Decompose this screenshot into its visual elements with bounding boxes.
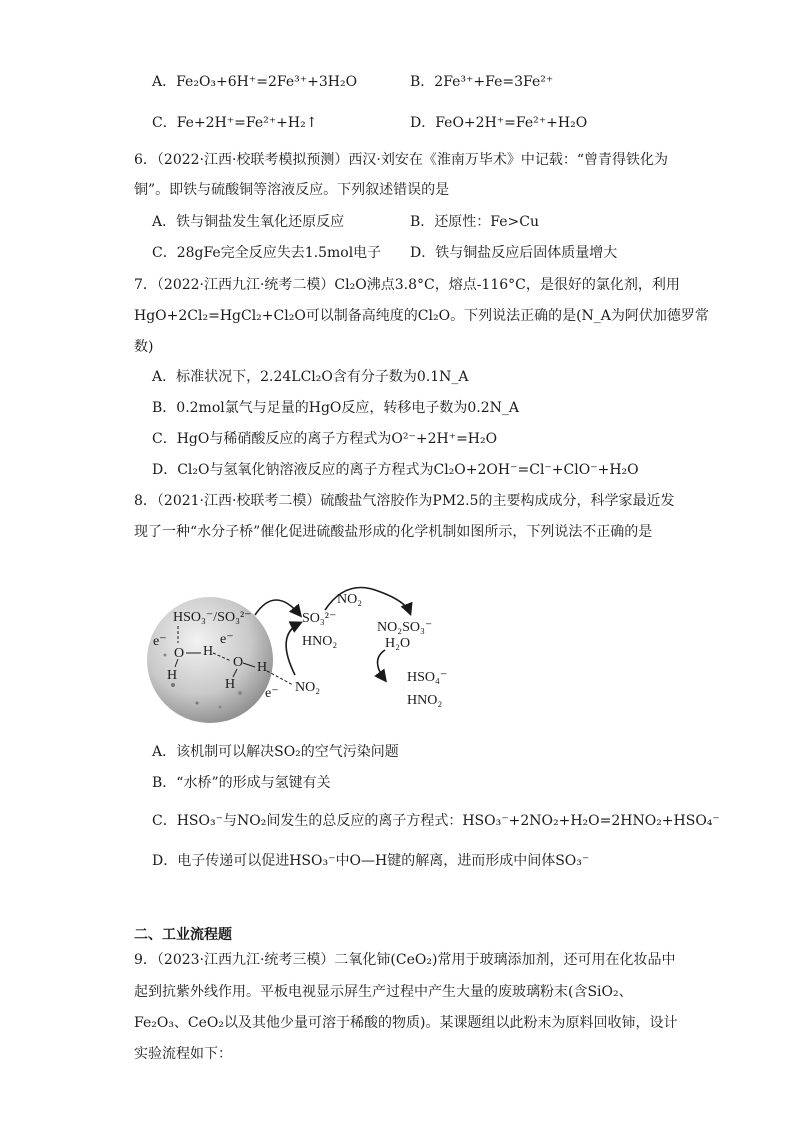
so3-2minus-label: SO₃²⁻ [302,611,337,626]
curved-arrow [286,623,300,675]
q8-option-c: C．HSO₃⁻与NO₂间发生的总反应的离子方程式：HSO₃⁻+2NO₂+H₂O=2HNO₂+HSO₄⁻ [152,813,720,829]
q8-stem-line2: 现了一种“水分子桥”催化促进硫酸盐形成的化学机制如图所示，下列说法不正确的是 [134,524,653,540]
q8-option-a: A．该机制可以解决SO₂的空气污染问题 [152,744,399,760]
curved-arrow [255,600,300,615]
q5-option-c: C．Fe+2H⁺=Fe²⁺+H₂↑ [152,115,318,131]
hydrogen-atom-label: H [203,644,214,659]
hno2-label: HNO₂ [407,693,443,708]
sphere-speck [171,683,175,687]
q9-stem-line4: 实验流程如下： [134,1046,232,1062]
hydrogen-atom-label: H [167,668,178,683]
q6-option-c: C．28gFe完全反应失去1.5mol电子 [152,245,382,261]
q6-option-b: B．还原性：Fe>Cu [410,214,539,230]
sphere-speck [238,691,242,695]
sphere-speck [196,702,199,705]
electron-label: e⁻ [153,634,167,649]
q6-option-a: A．铁与铜盐发生氧化还原反应 [152,214,345,230]
curved-arrow [378,650,386,680]
no2so3-label: NO₂SO₃⁻ [377,620,433,635]
h2o-label: H₂O [385,636,411,651]
section-heading: 二、工业流程题 [134,927,232,943]
q6-option-d: D．铁与铜盐反应后固体质量增大 [410,245,618,261]
sphere-speck [164,654,167,657]
q9-stem-line1: 9．（2023·江西九江·统考三模）二氧化铈(CeO₂)常用于玻璃添加剂，还可用在化妆品中 [134,952,676,968]
q7-stem-line1: 7．（2022·江西九江·统考二模）Cl₂O沸点3.8°C，熔点-116°C，是很好的氯化剂，利用 [134,277,680,293]
q7-option-b: B．0.2mol氯气与足量的HgO反应，转移电子数为0.2N_A [152,400,520,416]
hydrogen-atom-label: H [225,677,236,692]
q5-option-b: B．2Fe³⁺+Fe=3Fe²⁺ [410,74,554,90]
hso4-label: HSO₄⁻ [407,670,448,685]
electron-label: e⁻ [265,686,279,701]
q9-stem-line2: 起到抗紫外线作用。平板电视显示屏生产过程中产生大量的废玻璃粉末(含SiO₂、 [134,984,633,1000]
q5-option-a: A．Fe₂O₃+6H⁺=2Fe³⁺+3H₂O [152,74,358,90]
oxygen-atom-label: O [174,646,185,661]
hno2-label: HNO₂ [302,634,338,649]
water-bridge-mechanism-figure [145,575,455,725]
q5-option-d: D．FeO+2H⁺=Fe²⁺+H₂O [410,115,588,131]
q9-stem-line3: Fe₂O₃、CeO₂以及其他少量可溶于稀酸的物质)。某课题组以此粉末为原料回收铈，设计 [134,1015,678,1031]
q8-option-d: D．电子传递可以促进HSO₃⁻中O—H键的解离，进而形成中间体SO₃⁻ [152,853,590,869]
q6-stem-line2: 铜”。即铁与硫酸铜等溶液反应。下列叙述错误的是 [134,182,450,198]
oxygen-atom-label: O [233,655,244,670]
hso3-so3-label: HSO₃⁻/SO₃²⁻ [173,610,252,625]
no2-bottom-label: NO₂ [295,680,321,695]
q7-option-a: A．标准状况下，2.24LCl₂O含有分子数为0.1N_A [152,369,469,385]
q8-stem-line1: 8．（2021·江西·校联考二模）硫酸盐气溶胶作为PM2.5的主要构成成分，科学家最近发 [134,493,675,509]
q7-option-d: D．Cl₂O与氢氧化钠溶液反应的离子方程式为Cl₂O+2OH⁻=Cl⁻+ClO⁻+H₂O [152,462,639,478]
electron-label: e⁻ [220,632,234,647]
q7-stem-line2: HgO+2Cl₂=HgCl₂+Cl₂O可以制备高纯度的Cl₂O。下列说法正确的是(N_A为阿伏加德罗常 [134,308,709,324]
q7-option-c: C．HgO与稀硝酸反应的离子方程式为O²⁻+2H⁺=H₂O [152,431,498,447]
q8-option-b: B．“水桥”的形成与氢键有关 [152,775,331,791]
q6-stem-line1: 6．（2022·江西·校联考模拟预测）西汉·刘安在《淮南万毕术》中记载：“曾青得铁化为 [134,152,669,168]
sphere-speck [219,706,222,709]
hydrogen-atom-label: H [257,660,268,675]
q7-stem-line3: 数) [134,339,154,355]
no2-top-label: NO₂ [337,592,363,607]
